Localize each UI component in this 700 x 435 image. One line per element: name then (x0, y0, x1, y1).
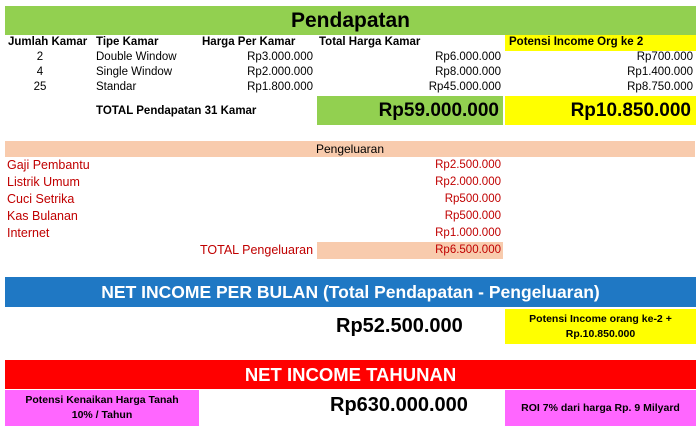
pengeluaran-value: Rp2.000.000 (435, 176, 501, 188)
net-bulanan-title: NET INCOME PER BULAN (Total Pendapatan - Pengeluaran) (101, 282, 600, 302)
pengeluaran-label: Internet (7, 226, 50, 240)
header-potensi-income (505, 35, 696, 51)
total-pengeluaran-label-text: TOTAL Pengeluaran (200, 243, 314, 257)
pengeluaran-item (0, 174, 700, 191)
net-tahunan-kenaikan-line2: 10% / Tahun (71, 409, 133, 421)
row-harga: Rp2.000.000 (247, 66, 313, 78)
pengeluaran-value: Rp1.000.000 (435, 227, 501, 239)
net-bulanan-potensi-line1: Potensi Income orang ke-2 + (529, 313, 672, 325)
total-pengeluaran-label (200, 242, 316, 259)
row-total: Rp8.000.000 (435, 66, 501, 78)
pengeluaran-label: Gaji Pembantu (7, 158, 90, 172)
pendapatan-row (0, 80, 700, 96)
row-potensi: Rp8.750.000 (627, 81, 693, 93)
net-tahunan-roi (505, 390, 696, 426)
row-jumlah: 4 (36, 66, 44, 78)
potensi-total-value (505, 96, 696, 125)
pengeluaran-value: Rp500.000 (444, 210, 501, 222)
pengeluaran-value: Rp2.500.000 (435, 159, 501, 171)
row-jumlah: 25 (33, 81, 47, 93)
row-total: Rp6.000.000 (435, 51, 501, 63)
potensi-total-amount: Rp10.850.000 (570, 100, 691, 121)
net-bulanan-title-bar (5, 277, 696, 307)
pengeluaran-title-bar (5, 141, 695, 157)
total-pendapatan-value (317, 96, 503, 125)
net-tahunan-kenaikan (5, 390, 199, 426)
pengeluaran-item (0, 208, 700, 225)
net-tahunan-title: NET INCOME TAHUNAN (244, 364, 457, 385)
pengeluaran-item (0, 191, 700, 208)
header-total-harga-kamar: Total Harga Kamar (319, 36, 421, 48)
row-tipe: Double Window (96, 51, 177, 63)
header-harga-per-kamar: Harga Per Kamar (202, 36, 296, 48)
pengeluaran-item (0, 225, 700, 242)
row-total: Rp45.000.000 (428, 81, 501, 93)
header-tipe-kamar: Tipe Kamar (96, 36, 159, 48)
total-pendapatan-label: TOTAL Pendapatan 31 Kamar (96, 105, 257, 117)
total-pendapatan-amount: Rp59.000.000 (378, 100, 499, 121)
row-harga: Rp3.000.000 (247, 51, 313, 63)
row-harga: Rp1.800.000 (247, 81, 313, 93)
pendapatan-row (0, 65, 700, 81)
pengeluaran-item (0, 157, 700, 174)
net-tahunan-title-bar (5, 360, 696, 389)
net-tahunan-kenaikan-line1: Potensi Kenaikan Harga Tanah (25, 394, 179, 406)
pengeluaran-label: Listrik Umum (7, 175, 80, 189)
net-tahunan-value: Rp630.000.000 (330, 394, 468, 416)
row-tipe: Standar (96, 81, 137, 93)
net-bulanan-potensi-line2: Rp.10.850.000 (565, 328, 636, 340)
pengeluaran-title: Pengeluaran (315, 142, 385, 156)
header-potensi-income-label: Potensi Income Org ke 2 (509, 36, 644, 48)
net-bulanan-value: Rp52.500.000 (336, 315, 463, 337)
pengeluaran-value: Rp500.000 (444, 193, 501, 205)
net-tahunan-roi-text: ROI 7% dari harga Rp. 9 Milyard (521, 402, 680, 414)
row-potensi: Rp700.000 (636, 51, 693, 63)
pendapatan-title-bar (5, 6, 696, 35)
net-bulanan-potensi (505, 309, 696, 344)
pengeluaran-label: Cuci Setrika (7, 192, 75, 206)
row-tipe: Single Window (96, 66, 173, 78)
pendapatan-title: Pendapatan (290, 9, 411, 32)
pendapatan-row (0, 50, 700, 66)
row-jumlah: 2 (36, 51, 44, 63)
pengeluaran-label: Kas Bulanan (7, 209, 78, 223)
total-pengeluaran-value (317, 242, 503, 259)
header-jumlah-kamar: Jumlah Kamar (8, 36, 88, 48)
row-potensi: Rp1.400.000 (627, 66, 693, 78)
total-pengeluaran-amount: Rp6.500.000 (435, 244, 501, 256)
